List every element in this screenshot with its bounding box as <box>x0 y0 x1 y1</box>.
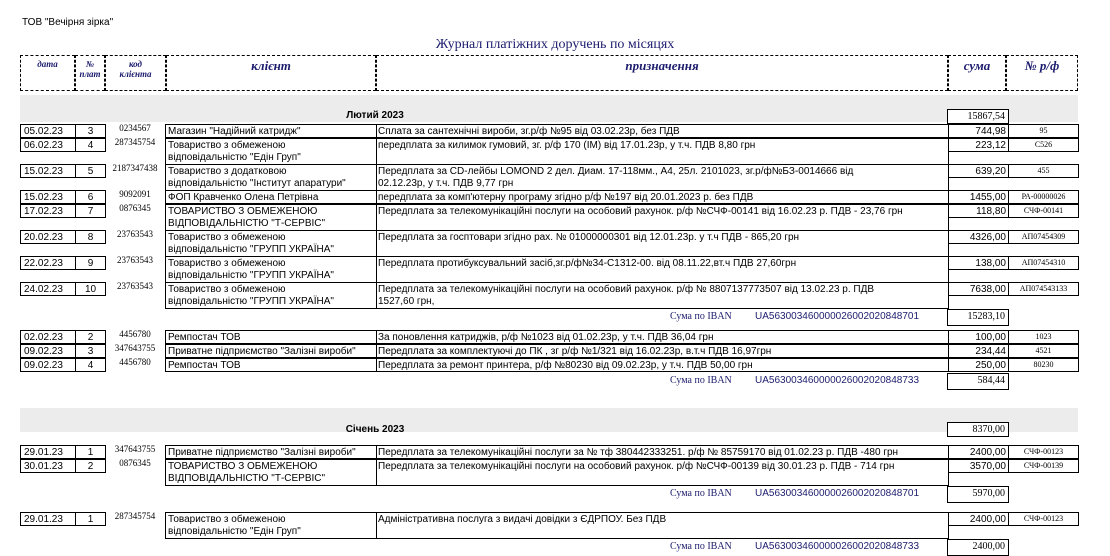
row-client: відповідальністю "ГРУПП УКРАЇНА" <box>168 296 334 307</box>
row-purpose: передплата за комп'ютерну програму згідно р/ф №197 від 20.01.2023 р. без ПДВ <box>378 192 754 203</box>
row-number: 4 <box>87 140 94 151</box>
row-sum: 744,98 <box>975 126 1006 137</box>
row-invoice: 1023 <box>1035 332 1052 341</box>
row-client: Товариство з обмеженою <box>168 232 286 243</box>
row-sum: 118,80 <box>976 206 1006 217</box>
row-number: 8 <box>87 232 94 243</box>
row-purpose: Передплата за госптовари згідно рах. № 01000000301 від 12.01.23р. у т.ч ПДВ - 865,20 грн <box>378 232 800 243</box>
row-purpose: Передплата протибуксувальний засіб,зг.р/ф№34-С1312-00. від 08.11.22,вт.ч ПДВ 27,60грн <box>378 258 797 269</box>
row-sum: 7638,00 <box>969 284 1006 295</box>
row-number: 1 <box>87 447 94 458</box>
row-invoice: 95 <box>1039 126 1048 135</box>
row-sum: 4326,00 <box>969 232 1006 243</box>
row-sum: 639,20 <box>975 166 1006 177</box>
row-date: 30.01.23 <box>24 461 63 472</box>
row-invoice: РА-00000026 <box>1021 192 1066 201</box>
row-purpose: 1527,60 грн, <box>378 296 435 307</box>
row-number: 1 <box>87 514 94 525</box>
iban-subtotal: 15283,10 <box>947 309 1009 326</box>
header-sum: сума <box>948 55 1006 91</box>
row-purpose: Передплата за телекомунікаційні послуги на особовий рахунок. р/ф №СЧФ-00141 від 16.02.23 р. ПДВ - 23,76 грн <box>378 206 903 217</box>
row-client-code: 287345754 <box>114 511 156 521</box>
iban-number: UA563003460000026002020848733 <box>755 375 920 386</box>
row-invoice: СЧФ-00139 <box>1023 461 1064 470</box>
row-client: Магазин "Надійний катридж" <box>168 126 301 137</box>
row-client: відповідальністю "Інститут апаратури" <box>168 178 346 189</box>
row-client-code: 23763543 <box>117 281 153 291</box>
row-client-code: 0876345 <box>119 203 151 213</box>
row-date: 17.02.23 <box>24 206 63 217</box>
row-number: 2 <box>87 461 94 472</box>
row-invoice: СЧФ-00123 <box>1023 514 1064 523</box>
iban-subtotal: 2400,00 <box>947 539 1009 556</box>
row-invoice: 4521 <box>1035 346 1052 355</box>
month-title: Лютий 2023 <box>346 110 404 121</box>
row-client-code: 0876345 <box>119 458 151 468</box>
header-client-code: код клієнта <box>105 55 166 91</box>
row-number: 6 <box>87 192 94 203</box>
row-client-code: 287345754 <box>114 137 156 147</box>
month-title: Січень 2023 <box>345 424 405 435</box>
row-sum: 223,12 <box>975 140 1006 151</box>
row-sum: 250,00 <box>975 360 1006 371</box>
row-number: 10 <box>84 284 97 295</box>
row-sum: 234,44 <box>975 346 1006 357</box>
row-client: Товариство з обмеженою <box>168 258 286 269</box>
row-purpose: Передплата за телекомунікаційні послуги на особовий рахунок. р/ф №СЧФ-00139 від 30.01.23 р. ПДВ - 714 грн <box>378 461 895 472</box>
row-purpose: Передплата за телекомунікаційні послуги за № тф 380442333251. р/ф № 85759170 від 01.02.23 р. ПДВ -480 грн <box>378 447 899 458</box>
row-number: 5 <box>87 166 94 177</box>
row-date: 24.02.23 <box>24 284 63 295</box>
row-purpose: Сплата за сантехнічні вироби, зг.р/ф №95 від 03.02.23р, без ПДВ <box>378 126 680 137</box>
row-purpose: Передплата за ремонт принтера, р/ф №80230 від 09.02.23р, у т.ч. ПДВ 50,00 грн <box>378 360 753 371</box>
row-purpose: Передплата за CD-лейбы LOMOND 2 дел. Диам. 17-118мм., А4, 25л. 2101023, зг.р/ф№БЗ-0014666 від <box>378 166 854 177</box>
row-number: 2 <box>87 332 94 343</box>
header-purpose: призначення <box>376 55 948 91</box>
row-number: 7 <box>87 206 94 217</box>
row-sum: 100,00 <box>975 332 1006 343</box>
row-date: 29.01.23 <box>24 447 63 458</box>
row-date: 09.02.23 <box>24 360 63 371</box>
row-client: Товариство з обмеженою <box>168 284 286 295</box>
row-client-code: 347643755 <box>114 444 156 454</box>
row-date: 22.02.23 <box>24 258 63 269</box>
row-number: 3 <box>87 346 94 357</box>
iban-number: UA563003460000026002020848701 <box>755 311 920 322</box>
row-invoice: АП074543133 <box>1019 284 1068 293</box>
iban-number: UA563003460000026002020848701 <box>755 488 920 499</box>
iban-sum-label: Сума по IBAN <box>670 311 732 322</box>
row-number: 4 <box>87 360 94 371</box>
iban-number: UA563003460000026002020848733 <box>755 541 920 552</box>
row-purpose: Передплата за телекомунікаційні послуги на особовий рахунок. р/ф № 8807137773507 від 13.02.23 р. ПДВ <box>378 284 875 295</box>
row-client: ТОВАРИСТВО З ОБМЕЖЕНОЮ <box>168 461 318 472</box>
row-client: відповідальністю "ГРУПП УКРАЇНА" <box>168 270 334 281</box>
row-client: Ремпостач ТОВ <box>168 360 241 371</box>
row-client: відповідальністю "Едін Груп" <box>168 526 301 537</box>
row-sum: 2400,00 <box>969 447 1006 458</box>
row-client: Приватне підприємство "Залізні вироби" <box>168 447 356 458</box>
row-date: 02.02.23 <box>24 332 63 343</box>
row-client: Товариство з обмеженою <box>168 514 286 525</box>
row-client: відповідальністю "ГРУПП УКРАЇНА" <box>168 244 334 255</box>
row-sum: 138,00 <box>975 258 1006 269</box>
iban-subtotal: 5970,00 <box>947 486 1009 503</box>
organization-name: ТОВ "Вечірня зірка" <box>22 17 114 28</box>
month-total: 8370,00 <box>947 422 1009 437</box>
iban-sum-label: Сума по IBAN <box>670 541 732 552</box>
row-invoice: 455 <box>1037 166 1050 175</box>
row-purpose: Адміністративна послуга з видачі довідки з ЄДРПОУ. Без ПДВ <box>378 514 667 525</box>
row-client-code: 4456780 <box>119 357 151 367</box>
row-invoice: С526 <box>1034 140 1053 149</box>
row-client: ТОВАРИСТВО З ОБМЕЖЕНОЮ <box>168 206 318 217</box>
row-date: 20.02.23 <box>24 232 63 243</box>
row-client: ВІДПОВІДАЛЬНІСТЮ "Т-СЕРВІС" <box>168 218 326 229</box>
iban-subtotal: 584,44 <box>947 373 1009 390</box>
row-date: 15.02.23 <box>24 192 63 203</box>
iban-sum-label: Сума по IBAN <box>670 488 732 499</box>
row-date: 06.02.23 <box>24 140 63 151</box>
row-client-code: 23763543 <box>117 255 153 265</box>
row-client-code: 347643755 <box>114 343 156 353</box>
row-invoice: СЧФ-00141 <box>1023 206 1064 215</box>
row-purpose: передплата за килимок гумовий, зг. р/ф 170 (ІМ) від 17.01.23р, у т.ч. ПДВ 8,80 грн <box>378 140 756 151</box>
row-date: 15.02.23 <box>24 166 63 177</box>
row-invoice: АП07454309 <box>1021 232 1066 241</box>
iban-sum-label: Сума по IBAN <box>670 375 732 386</box>
row-client: Товариство з обмеженою <box>168 140 286 151</box>
header-date: дата <box>20 55 75 91</box>
row-sum: 3570,00 <box>969 461 1006 472</box>
row-purpose: За поновлення катриджів, р/ф №1023 від 01.02.23р, у т.ч. ПДВ 36,04 грн <box>378 332 714 343</box>
row-client: Товариство з додатковою <box>168 166 287 177</box>
row-client: ФОП Кравченко Олена Петрівна <box>168 192 319 203</box>
row-client-code: 9092091 <box>119 189 151 199</box>
row-invoice: 80230 <box>1033 360 1054 369</box>
row-date: 09.02.23 <box>24 346 63 357</box>
header-invoice: № р/ф <box>1006 55 1078 91</box>
row-client: Приватне підприємство "Залізні вироби" <box>168 346 356 357</box>
row-date: 05.02.23 <box>24 126 63 137</box>
row-sum: 2400,00 <box>969 514 1006 525</box>
header-num: № плат <box>75 55 105 91</box>
row-number: 3 <box>87 126 94 137</box>
month-total: 15867,54 <box>947 109 1009 124</box>
row-number: 9 <box>87 258 94 269</box>
row-client-code: 4456780 <box>119 329 151 339</box>
row-client-code: 2187347438 <box>112 163 158 173</box>
row-client: Ремпостач ТОВ <box>168 332 241 343</box>
page-title: Журнал платіжних доручень по місяцях <box>435 37 675 52</box>
row-date: 29.01.23 <box>24 514 63 525</box>
row-purpose: Передплата за комплектуючі до ПК , зг р/ф №1/321 від 16.02.23р, в.т.ч ПДВ 16,97грн <box>378 346 772 357</box>
row-client: ВІДПОВІДАЛЬНІСТЮ "Т-СЕРВІС" <box>168 473 326 484</box>
row-invoice: АП07454310 <box>1021 258 1066 267</box>
row-client: відповідальністю "Едін Груп" <box>168 152 301 163</box>
row-sum: 1455,00 <box>969 192 1006 203</box>
header-client: клієнт <box>166 55 376 91</box>
row-invoice: СЧФ-00123 <box>1023 447 1064 456</box>
row-purpose: 02.12.23р, у т.ч. ПДВ 9,77 грн <box>378 178 514 189</box>
row-client-code: 23763543 <box>117 229 153 239</box>
row-client-code: 0234567 <box>119 123 151 133</box>
